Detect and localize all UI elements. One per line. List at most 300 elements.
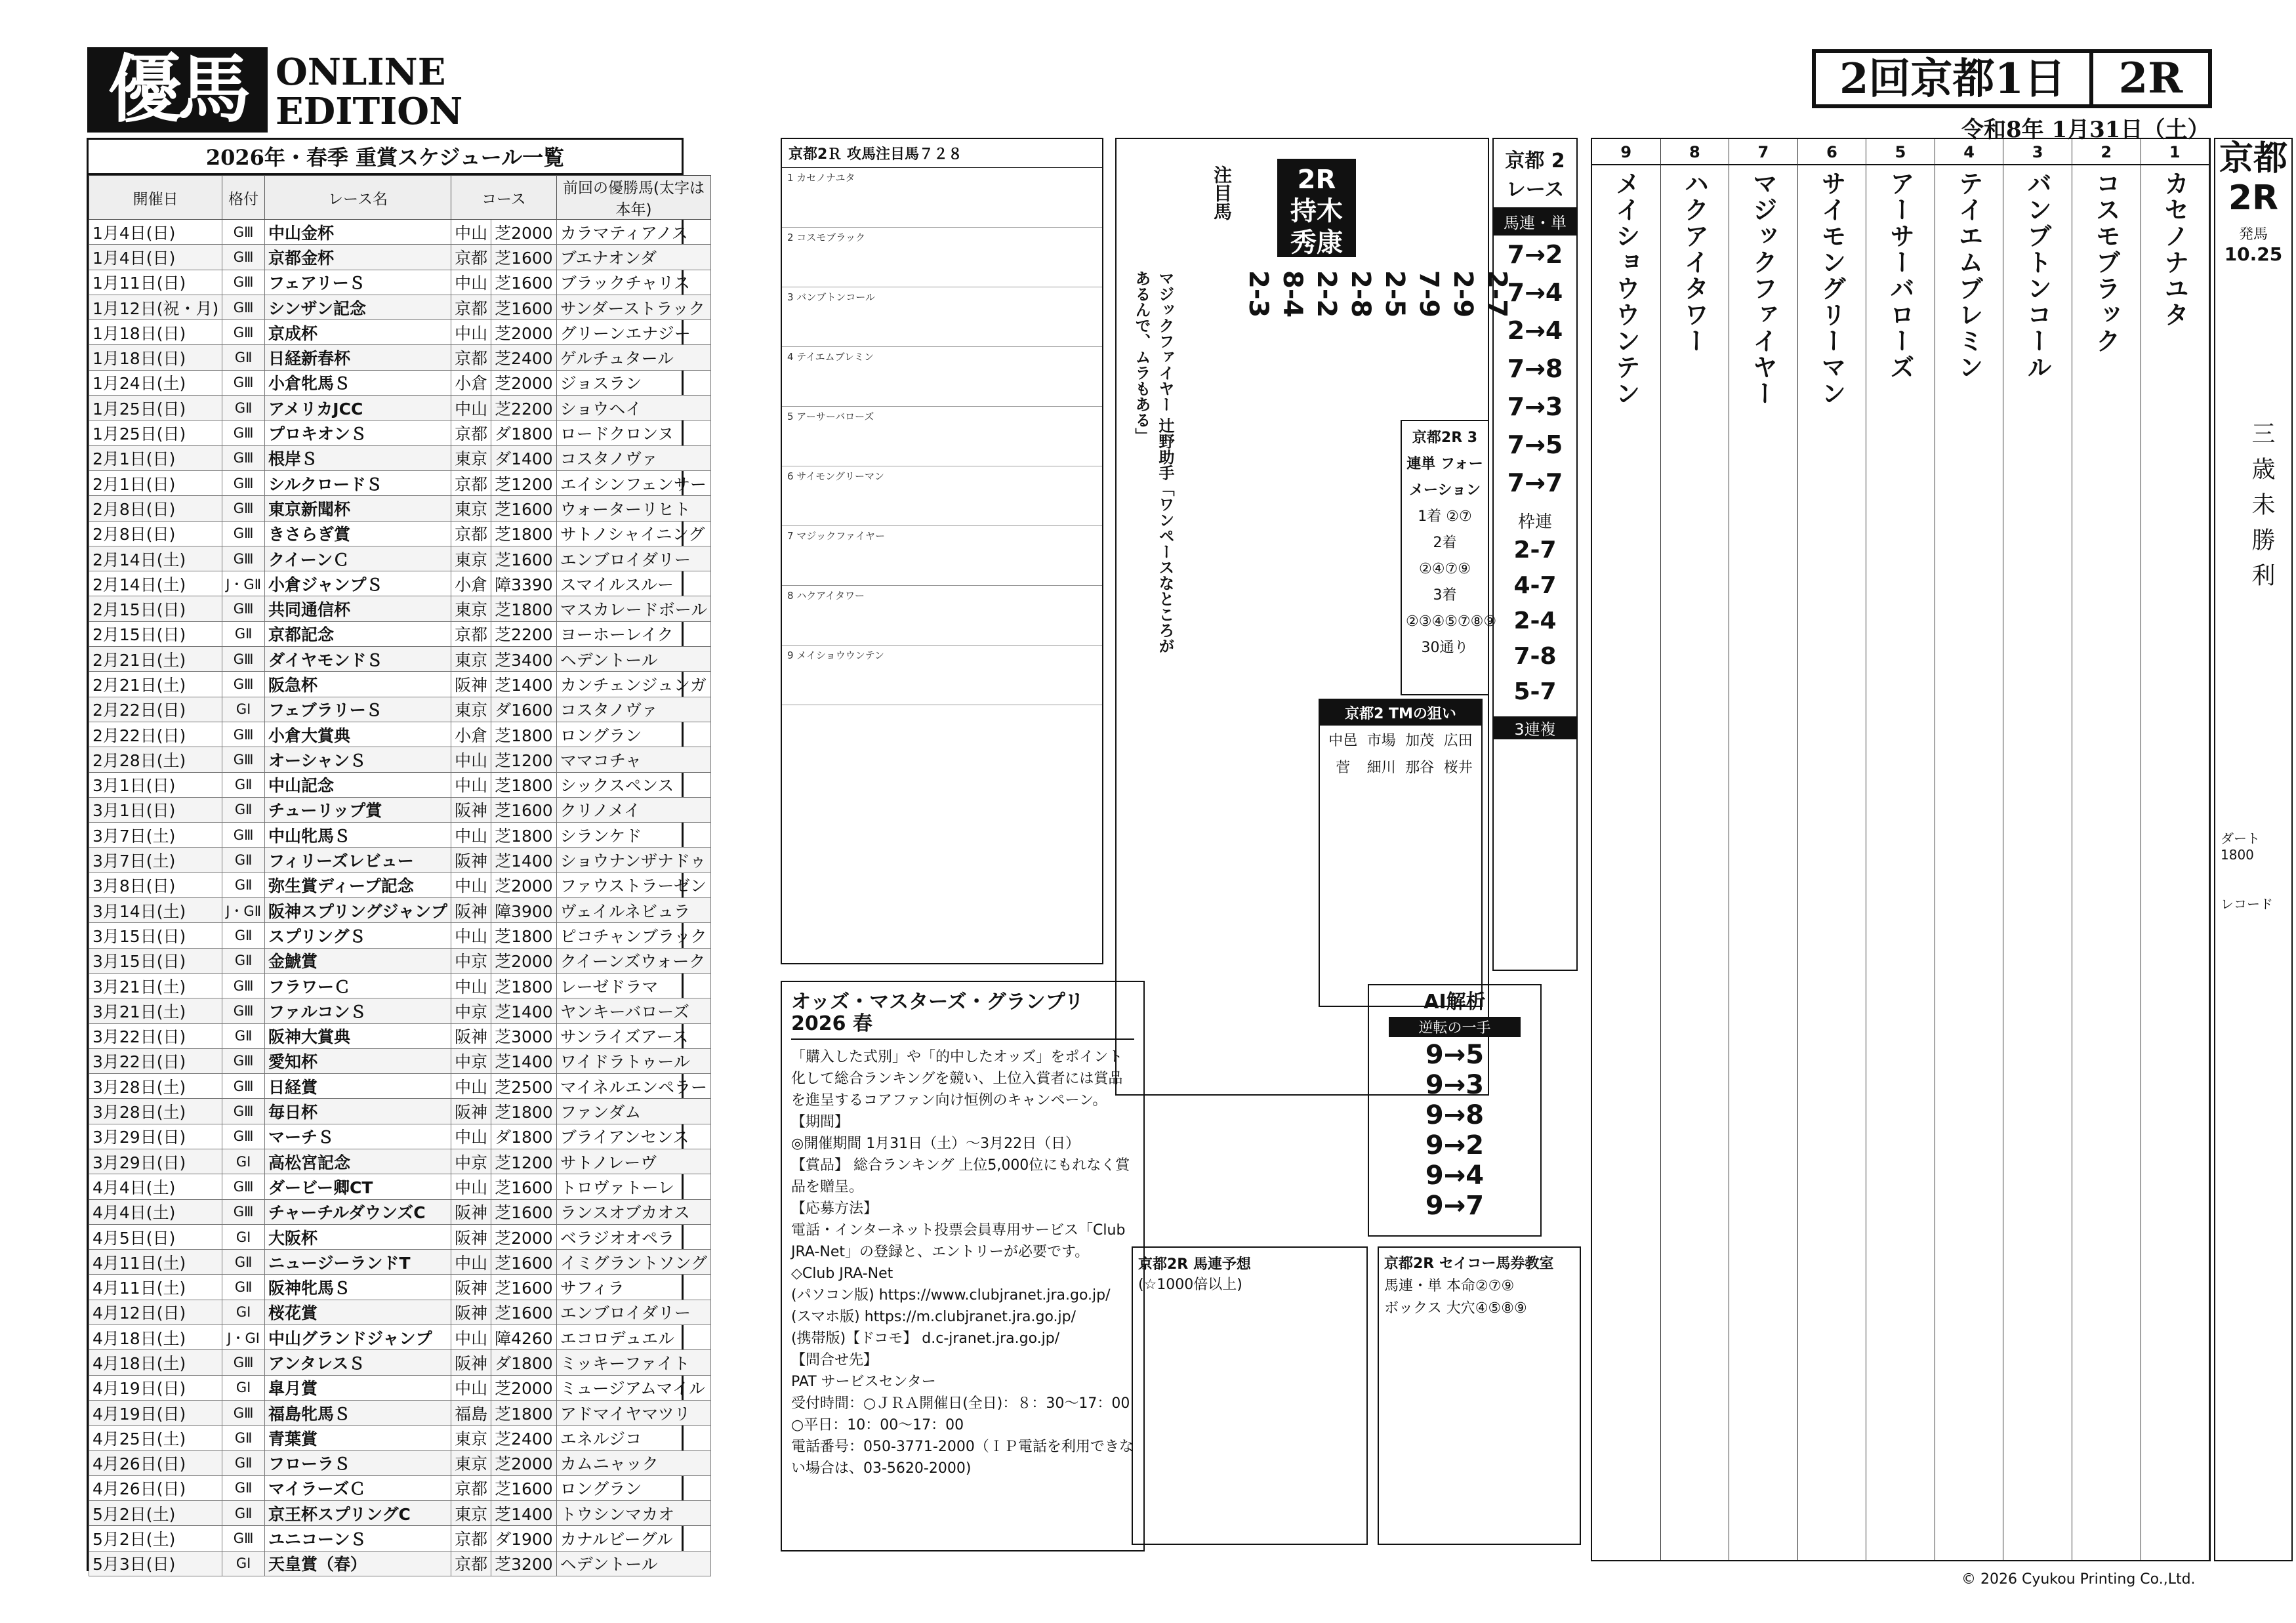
campaign-line: 電話・インターネット投票会員専用サービス「Club JRA-Net」の登録と、エントリーが必要です。 xyxy=(791,1222,1126,1260)
schedule-cell: GⅠ xyxy=(222,1551,265,1576)
schedule-cell: 小倉 xyxy=(451,370,491,395)
schedule-cell: 芝1800 xyxy=(491,923,557,948)
schedule-row xyxy=(89,521,711,546)
schedule-cell: 芝1600 xyxy=(491,295,557,319)
schedule-row xyxy=(89,1325,711,1350)
horse-column xyxy=(2141,139,2210,1560)
schedule-row xyxy=(89,1526,711,1551)
schedule-cell: ショウヘイ xyxy=(556,396,711,421)
schedule-cell: 京成杯 xyxy=(265,320,451,345)
schedule-cell: GⅢ xyxy=(222,1048,265,1073)
ai-pick: 9→7 xyxy=(1425,1191,1485,1221)
schedule-cell: ダ1800 xyxy=(491,1124,557,1149)
schedule-row xyxy=(89,396,711,421)
schedule-cell: ウォーターリヒト xyxy=(556,496,711,521)
schedule-cell: 皐月賞 xyxy=(265,1375,451,1400)
schedule-cell: 3月22日(日) xyxy=(89,1023,222,1048)
race-header xyxy=(1812,49,2212,108)
schedule-cell: 阪神 xyxy=(451,1199,491,1224)
schedule-cell: サンライズアース xyxy=(556,1023,711,1048)
schedule-row xyxy=(89,470,711,495)
schedule-cell: コスタノヴァ xyxy=(556,697,711,722)
schedule-cell: 阪神 xyxy=(451,848,491,873)
schedule-cell: 中山 xyxy=(451,973,491,998)
mochiki-picks xyxy=(1241,270,1514,318)
schedule-cell: レーゼドラマ xyxy=(556,973,711,998)
schedule-cell: 芝1800 xyxy=(491,722,557,747)
horse-column xyxy=(1866,139,1935,1560)
schedule-cell: クイーンＣ xyxy=(265,546,451,571)
logo-subtitle xyxy=(276,52,462,131)
schedule-row xyxy=(89,747,711,772)
schedule-cell: 2月1日(日) xyxy=(89,445,222,470)
schedule-cell: GⅡ xyxy=(222,621,265,646)
schedule-cell: 3月7日(土) xyxy=(89,848,222,873)
schedule-cell: GⅢ xyxy=(222,672,265,697)
schedule-cell: GⅢ xyxy=(222,1099,265,1124)
schedule-cell: 障3390 xyxy=(491,571,557,596)
horse-name: メイショウウンテン xyxy=(1611,171,1641,407)
schedule-cell: ブラックチャリス xyxy=(556,270,711,295)
schedule-cell: ダイヤモンドＳ xyxy=(265,647,451,672)
schedule-cell: GⅡ xyxy=(222,345,265,370)
prediction-pick: 2→4 xyxy=(1507,316,1563,345)
schedule-cell: 阪神 xyxy=(451,1300,491,1325)
side-place: 京都 xyxy=(2219,139,2287,178)
schedule-cell: 2月22日(日) xyxy=(89,697,222,722)
schedule-row xyxy=(89,1124,711,1149)
schedule-cell: 芝2000 xyxy=(491,948,557,973)
attention-horse: 4 テイエムブレミン xyxy=(782,347,1102,407)
schedule-cell: 芝1400 xyxy=(491,848,557,873)
schedule-cell: 芝1600 xyxy=(491,1300,557,1325)
schedule-cell: 芝1600 xyxy=(491,245,557,270)
mochiki-note: 注目馬 xyxy=(1211,165,1233,220)
schedule-cell: クリノメイ xyxy=(556,797,711,822)
schedule-cell: 京都 xyxy=(451,245,491,270)
schedule-cell: 2月21日(土) xyxy=(89,672,222,697)
horse-name: カセノナユタ xyxy=(2160,171,2189,328)
schedule-cell: 東京 xyxy=(451,1450,491,1475)
schedule-cell: 中山 xyxy=(451,1250,491,1275)
schedule-cell: 芝3200 xyxy=(491,1551,557,1576)
schedule-cell: GⅢ xyxy=(222,445,265,470)
schedule-row xyxy=(89,1023,711,1048)
schedule-cell: トロヴァトーレ xyxy=(556,1174,711,1199)
mochiki-pick: 2-3 xyxy=(1243,270,1273,318)
schedule-row xyxy=(89,270,711,295)
schedule-cell: 3月7日(土) xyxy=(89,823,222,848)
formation-title: 京都2R 3連単 フォーメーション xyxy=(1406,430,1483,499)
schedule-row xyxy=(89,421,711,445)
schedule-cell: 芝2000 xyxy=(491,220,557,245)
schedule-header: 前回の優勝馬(太字は本年) xyxy=(556,176,711,220)
schedule-cell: 芝1400 xyxy=(491,998,557,1023)
schedule-cell: J・GⅠ xyxy=(222,1325,265,1350)
schedule-row xyxy=(89,496,711,521)
schedule-cell: GⅢ xyxy=(222,747,265,772)
schedule-cell: 芝1200 xyxy=(491,470,557,495)
schedule-cell: 4月26日(日) xyxy=(89,1450,222,1475)
mochiki-badge xyxy=(1277,159,1356,257)
umaren-forecast xyxy=(1132,1246,1368,1545)
schedule-cell: シランケド xyxy=(556,823,711,848)
schedule-cell: 中山 xyxy=(451,747,491,772)
schedule-cell: 芝1800 xyxy=(491,521,557,546)
schedule-cell: コスタノヴァ xyxy=(556,445,711,470)
waku-pick: 5-7 xyxy=(1513,678,1557,705)
schedule-cell: 芝2000 xyxy=(491,1375,557,1400)
schedule-cell: ユニコーンＳ xyxy=(265,1526,451,1551)
schedule-cell: GⅡ xyxy=(222,1426,265,1450)
schedule-row xyxy=(89,1551,711,1576)
schedule-cell: ロングラン xyxy=(556,1475,711,1500)
schedule-cell: オーシャンＳ xyxy=(265,747,451,772)
schedule-cell: 芝3000 xyxy=(491,1023,557,1048)
schedule-cell: ミュージアムマイル xyxy=(556,1375,711,1400)
attention-horse: 3 バンブトンコール xyxy=(782,287,1102,347)
schedule-cell: 中山金杯 xyxy=(265,220,451,245)
schedule-cell: 芝1200 xyxy=(491,1149,557,1174)
schedule-cell: 中京 xyxy=(451,948,491,973)
schedule-cell: GⅢ xyxy=(222,973,265,998)
schedule-cell: アドマイヤマツリ xyxy=(556,1400,711,1425)
schedule-cell: 天皇賞（春） xyxy=(265,1551,451,1576)
schedule-cell: 東京 xyxy=(451,496,491,521)
schedule-cell: ジョスラン xyxy=(556,370,711,395)
schedule-cell: GⅡ xyxy=(222,923,265,948)
schedule-cell: GⅢ xyxy=(222,1400,265,1425)
schedule-cell: GⅢ xyxy=(222,998,265,1023)
schedule-cell: シンザン記念 xyxy=(265,295,451,319)
schedule-cell: 3月28日(土) xyxy=(89,1099,222,1124)
schedule-cell: 芝2000 xyxy=(491,370,557,395)
schedule-cell: GⅢ xyxy=(222,722,265,747)
schedule-cell: 1月24日(土) xyxy=(89,370,222,395)
attention-horse: 9 メイショウウンテン xyxy=(782,646,1102,705)
schedule-row xyxy=(89,1048,711,1073)
horse-name: テイエムブレミン xyxy=(1954,171,1984,380)
schedule-cell: 5月3日(日) xyxy=(89,1551,222,1576)
schedule-cell: 芝2500 xyxy=(491,1074,557,1099)
schedule-cell: 阪神 xyxy=(451,1350,491,1375)
side-race: 2R xyxy=(2228,178,2279,218)
schedule-cell: 1月25日(日) xyxy=(89,396,222,421)
schedule-cell: 京王杯スプリングC xyxy=(265,1501,451,1526)
schedule-cell: 京都記念 xyxy=(265,621,451,646)
schedule-cell: シルクロードＳ xyxy=(265,470,451,495)
sanrenpuku-label: 3連複 xyxy=(1494,716,1576,739)
schedule-cell: 芝1800 xyxy=(491,596,557,621)
schedule-cell: アンタレスＳ xyxy=(265,1350,451,1375)
schedule-cell: 2月1日(日) xyxy=(89,470,222,495)
prediction-title: 京都 2レース xyxy=(1505,150,1565,201)
kyoto-2r-prediction xyxy=(1492,138,1578,971)
schedule-cell: 4月4日(土) xyxy=(89,1199,222,1224)
schedule-row xyxy=(89,873,711,897)
schedule-cell: 芝1800 xyxy=(491,772,557,797)
schedule-cell: 中山 xyxy=(451,1325,491,1350)
schedule-cell: 芝2400 xyxy=(491,345,557,370)
schedule-cell: 小倉牝馬Ｓ xyxy=(265,370,451,395)
schedule-cell: 中山 xyxy=(451,923,491,948)
schedule-cell: 中山 xyxy=(451,1174,491,1199)
schedule-cell: プロキオンＳ xyxy=(265,421,451,445)
schedule-cell: 芝1600 xyxy=(491,270,557,295)
mochiki-name2: 秀康 xyxy=(1290,228,1343,258)
schedule-cell: 東京 xyxy=(451,445,491,470)
mochiki-pick: 2-8 xyxy=(1345,270,1376,318)
schedule-cell: 中山記念 xyxy=(265,772,451,797)
schedule-cell: きさらぎ賞 xyxy=(265,521,451,546)
umaren-note: (☆1000倍以上) xyxy=(1138,1277,1242,1293)
campaign-line: 電話番号：050-3771-2000（ＩＰ電話を利用できない場合は、03-5620-2000) xyxy=(791,1439,1134,1477)
schedule-cell: GⅠ xyxy=(222,1300,265,1325)
odds-campaign-panel xyxy=(781,981,1145,1551)
schedule-table xyxy=(89,175,711,1576)
schedule-cell: ミッキーファイト xyxy=(556,1350,711,1375)
campaign-line: ◇Club JRA-Net xyxy=(791,1265,893,1282)
ai-pick: 9→5 xyxy=(1425,1040,1485,1070)
schedule-cell: マーチＳ xyxy=(265,1124,451,1149)
schedule-cell: 東京 xyxy=(451,596,491,621)
schedule-cell: カムニャック xyxy=(556,1450,711,1475)
horse-name: マジックファイヤー xyxy=(1748,171,1778,407)
ai-pick: 9→4 xyxy=(1425,1161,1485,1191)
prediction-pick: 7→8 xyxy=(1507,354,1563,383)
campaign-line: 「購入した式別」や「的中したオッズ」をポイント化して総合ランキングを競い、上位入賞者には賞品を進呈するコアファン向け恒例のキャンペーン。 xyxy=(791,1049,1123,1109)
schedule-cell: 4月26日(日) xyxy=(89,1475,222,1500)
schedule-row xyxy=(89,345,711,370)
schedule-cell: スプリングＳ xyxy=(265,923,451,948)
schedule-cell: 4月18日(土) xyxy=(89,1350,222,1375)
ai-subtitle: 逆転の一手 xyxy=(1389,1017,1521,1037)
schedule-cell: 小倉ジャンプＳ xyxy=(265,571,451,596)
mochiki-pick: 2-2 xyxy=(1311,270,1342,318)
schedule-cell: 2月14日(土) xyxy=(89,571,222,596)
schedule-cell: GⅢ xyxy=(222,370,265,395)
schedule-cell: 阪神スプリングジャンプ xyxy=(265,898,451,923)
schedule-cell: GⅡ xyxy=(222,873,265,897)
schedule-cell: GⅢ xyxy=(222,1526,265,1551)
schedule-row xyxy=(89,320,711,345)
schedule-header: 格付 xyxy=(222,176,265,220)
schedule-cell: 阪神大賞典 xyxy=(265,1023,451,1048)
schedule-cell: 3月29日(日) xyxy=(89,1149,222,1174)
schedule-row xyxy=(89,722,711,747)
logo-sub-line2: EDITION xyxy=(276,90,463,133)
tm-name: 菅 xyxy=(1336,760,1351,776)
schedule-row xyxy=(89,1350,711,1375)
schedule-cell: ベラジオオペラ xyxy=(556,1224,711,1249)
schedule-cell: フラワーＣ xyxy=(265,973,451,998)
schedule-cell: チャーチルダウンズC xyxy=(265,1199,451,1224)
schedule-cell: 芝1800 xyxy=(491,973,557,998)
ai-pick: 9→2 xyxy=(1425,1130,1485,1161)
horse-column xyxy=(1729,139,1798,1560)
schedule-cell: 2月22日(日) xyxy=(89,722,222,747)
schedule-cell: 京都 xyxy=(451,470,491,495)
schedule-cell: 4月25日(土) xyxy=(89,1426,222,1450)
horse-number: 3 xyxy=(2003,139,2072,165)
schedule-cell: 1月4日(日) xyxy=(89,245,222,270)
schedule-row xyxy=(89,647,711,672)
schedule-cell: 阪神 xyxy=(451,1275,491,1300)
schedule-cell: GⅡ xyxy=(222,396,265,421)
ai-pick: 9→8 xyxy=(1425,1100,1485,1130)
waku-pick: 7-8 xyxy=(1513,643,1557,670)
schedule-cell: GⅡ xyxy=(222,1250,265,1275)
logo: 優馬 xyxy=(87,47,268,133)
schedule-row xyxy=(89,445,711,470)
schedule-cell: 1月11日(日) xyxy=(89,270,222,295)
tm-name: 細川 xyxy=(1366,760,1396,776)
schedule-cell: 福島牝馬Ｓ xyxy=(265,1400,451,1425)
schedule-cell: J・GⅡ xyxy=(222,898,265,923)
schedule-cell: 芝2200 xyxy=(491,621,557,646)
schedule-cell: GⅡ xyxy=(222,772,265,797)
campaign-line: (スマホ版) https://m.clubjranet.jra.go.jp/ xyxy=(791,1309,1076,1325)
schedule-cell: GⅡ xyxy=(222,1501,265,1526)
schedule-row xyxy=(89,596,711,621)
schedule-cell: ダービー卿CT xyxy=(265,1174,451,1199)
schedule-cell: フェブラリーＳ xyxy=(265,697,451,722)
schedule-cell: GⅢ xyxy=(222,823,265,848)
schedule-cell: 京都 xyxy=(451,1551,491,1576)
schedule-cell: 3月15日(日) xyxy=(89,923,222,948)
schedule-cell: 中京 xyxy=(451,1048,491,1073)
schedule-cell: カラマティアノス xyxy=(556,220,711,245)
campaign-line: ◎開催期間 1月31日（土）～3月22日（日） xyxy=(791,1136,1080,1152)
horse-column xyxy=(2072,139,2141,1560)
schedule-cell: GⅡ xyxy=(222,1023,265,1048)
schedule-row xyxy=(89,1300,711,1325)
horse-column xyxy=(2003,139,2072,1560)
schedule-cell: アメリカJCC xyxy=(265,396,451,421)
schedule-row xyxy=(89,220,711,245)
schedule-cell: ダ1900 xyxy=(491,1526,557,1551)
schedule-cell: 芝2000 xyxy=(491,1450,557,1475)
schedule-cell: ニュージーランドT xyxy=(265,1250,451,1275)
schedule-row xyxy=(89,571,711,596)
schedule-cell: GⅢ xyxy=(222,546,265,571)
schedule-cell: 京都 xyxy=(451,1526,491,1551)
schedule-cell: GⅢ xyxy=(222,1124,265,1149)
schedule-cell: GⅡ xyxy=(222,1475,265,1500)
schedule-cell: 中山 xyxy=(451,270,491,295)
schedule-cell: 青葉賞 xyxy=(265,1426,451,1450)
formation-panel xyxy=(1401,420,1497,695)
waku-pick: 4-7 xyxy=(1513,572,1557,599)
schedule-cell: 3月21日(土) xyxy=(89,998,222,1023)
mochiki-pick: 2-9 xyxy=(1448,270,1478,318)
formation-count: 30通り xyxy=(1421,640,1469,656)
campaign-title: オッズ・マスターズ・グランプリ2026 春 xyxy=(791,991,1134,1040)
schedule-cell: 中山 xyxy=(451,1375,491,1400)
schedule-row xyxy=(89,823,711,848)
seiko-line2: ボックス 大穴④⑤⑧⑨ xyxy=(1384,1300,1527,1317)
prediction-pick: 7→7 xyxy=(1507,468,1563,497)
schedule-cell: 芝1800 xyxy=(491,1400,557,1425)
logo-sub-line1: ONLINE xyxy=(276,51,446,94)
schedule-cell: GⅢ xyxy=(222,521,265,546)
horse-column xyxy=(1592,139,1661,1560)
schedule-cell: ヘデントール xyxy=(556,1551,711,1576)
schedule-row xyxy=(89,1400,711,1425)
schedule-cell: エンブロイダリー xyxy=(556,1300,711,1325)
schedule-cell: グリーンエナジー xyxy=(556,320,711,345)
schedule-cell: ダ1800 xyxy=(491,1350,557,1375)
schedule-cell: スマイルスルー xyxy=(556,571,711,596)
horse-column xyxy=(1798,139,1867,1560)
schedule-cell: GⅢ xyxy=(222,496,265,521)
schedule-header: レース名 xyxy=(265,176,451,220)
prediction-pick: 7→3 xyxy=(1507,392,1563,421)
attention-horses-panel xyxy=(781,138,1103,964)
seiko-title: 京都2R セイコー馬券教室 xyxy=(1384,1256,1554,1272)
schedule-cell: ピコチャンブラック xyxy=(556,923,711,948)
schedule-cell: 芝1400 xyxy=(491,1048,557,1073)
attention-horse: 5 アーサーバローズ xyxy=(782,407,1102,466)
schedule-cell: 3月29日(日) xyxy=(89,1124,222,1149)
ai-pick: 9→3 xyxy=(1425,1070,1485,1100)
schedule-cell: 小倉 xyxy=(451,722,491,747)
schedule-cell: 障4260 xyxy=(491,1325,557,1350)
schedule-cell: 阪神 xyxy=(451,1099,491,1124)
schedule-cell: 中山 xyxy=(451,396,491,421)
schedule-cell: 3月22日(日) xyxy=(89,1048,222,1073)
horse-number: 2 xyxy=(2072,139,2141,165)
schedule-row xyxy=(89,1426,711,1450)
schedule-cell: GⅢ xyxy=(222,295,265,319)
schedule-cell: 2月15日(日) xyxy=(89,596,222,621)
schedule-cell: J・GⅡ xyxy=(222,571,265,596)
schedule-cell: 2月14日(土) xyxy=(89,546,222,571)
schedule-cell: 芝1600 xyxy=(491,496,557,521)
schedule-row xyxy=(89,1199,711,1224)
schedule-cell: 芝1600 xyxy=(491,546,557,571)
schedule-row xyxy=(89,245,711,270)
schedule-cell: エイシンフェンサー xyxy=(556,470,711,495)
campaign-line: 受付時間：○ＪＲＡ開催日(全日)：８：30～17：00 xyxy=(791,1395,1130,1412)
horse-number: 8 xyxy=(1661,139,1729,165)
schedule-row xyxy=(89,546,711,571)
schedule-cell: 小倉大賞典 xyxy=(265,722,451,747)
schedule-row xyxy=(89,370,711,395)
schedule-cell: マスカレードボール xyxy=(556,596,711,621)
schedule-cell: 日経賞 xyxy=(265,1074,451,1099)
schedule-row xyxy=(89,1501,711,1526)
attention-title: 京都2Ｒ 攻馬注目馬７２８ xyxy=(782,139,1102,168)
schedule-cell: GⅡ xyxy=(222,797,265,822)
tm-name: 桜井 xyxy=(1443,760,1473,776)
schedule-cell: ダ1400 xyxy=(491,445,557,470)
schedule-cell: マイラーズＣ xyxy=(265,1475,451,1500)
schedule-cell: 芝2000 xyxy=(491,320,557,345)
schedule-cell: 弥生賞ディープ記念 xyxy=(265,873,451,897)
horse-name: コスモブラック xyxy=(2091,171,2121,354)
horse-number: 6 xyxy=(1798,139,1866,165)
schedule-cell: 京都 xyxy=(451,421,491,445)
schedule-cell: GⅢ xyxy=(222,1074,265,1099)
schedule-cell: 2月28日(土) xyxy=(89,747,222,772)
prediction-pick: 7→4 xyxy=(1507,278,1563,307)
schedule-cell: 3月1日(日) xyxy=(89,772,222,797)
schedule-cell: 高松宮記念 xyxy=(265,1149,451,1174)
schedule-cell: 芝2000 xyxy=(491,1224,557,1249)
schedule-cell: イミグラントソング xyxy=(556,1250,711,1275)
schedule-cell: ファウストラーゼン xyxy=(556,873,711,897)
